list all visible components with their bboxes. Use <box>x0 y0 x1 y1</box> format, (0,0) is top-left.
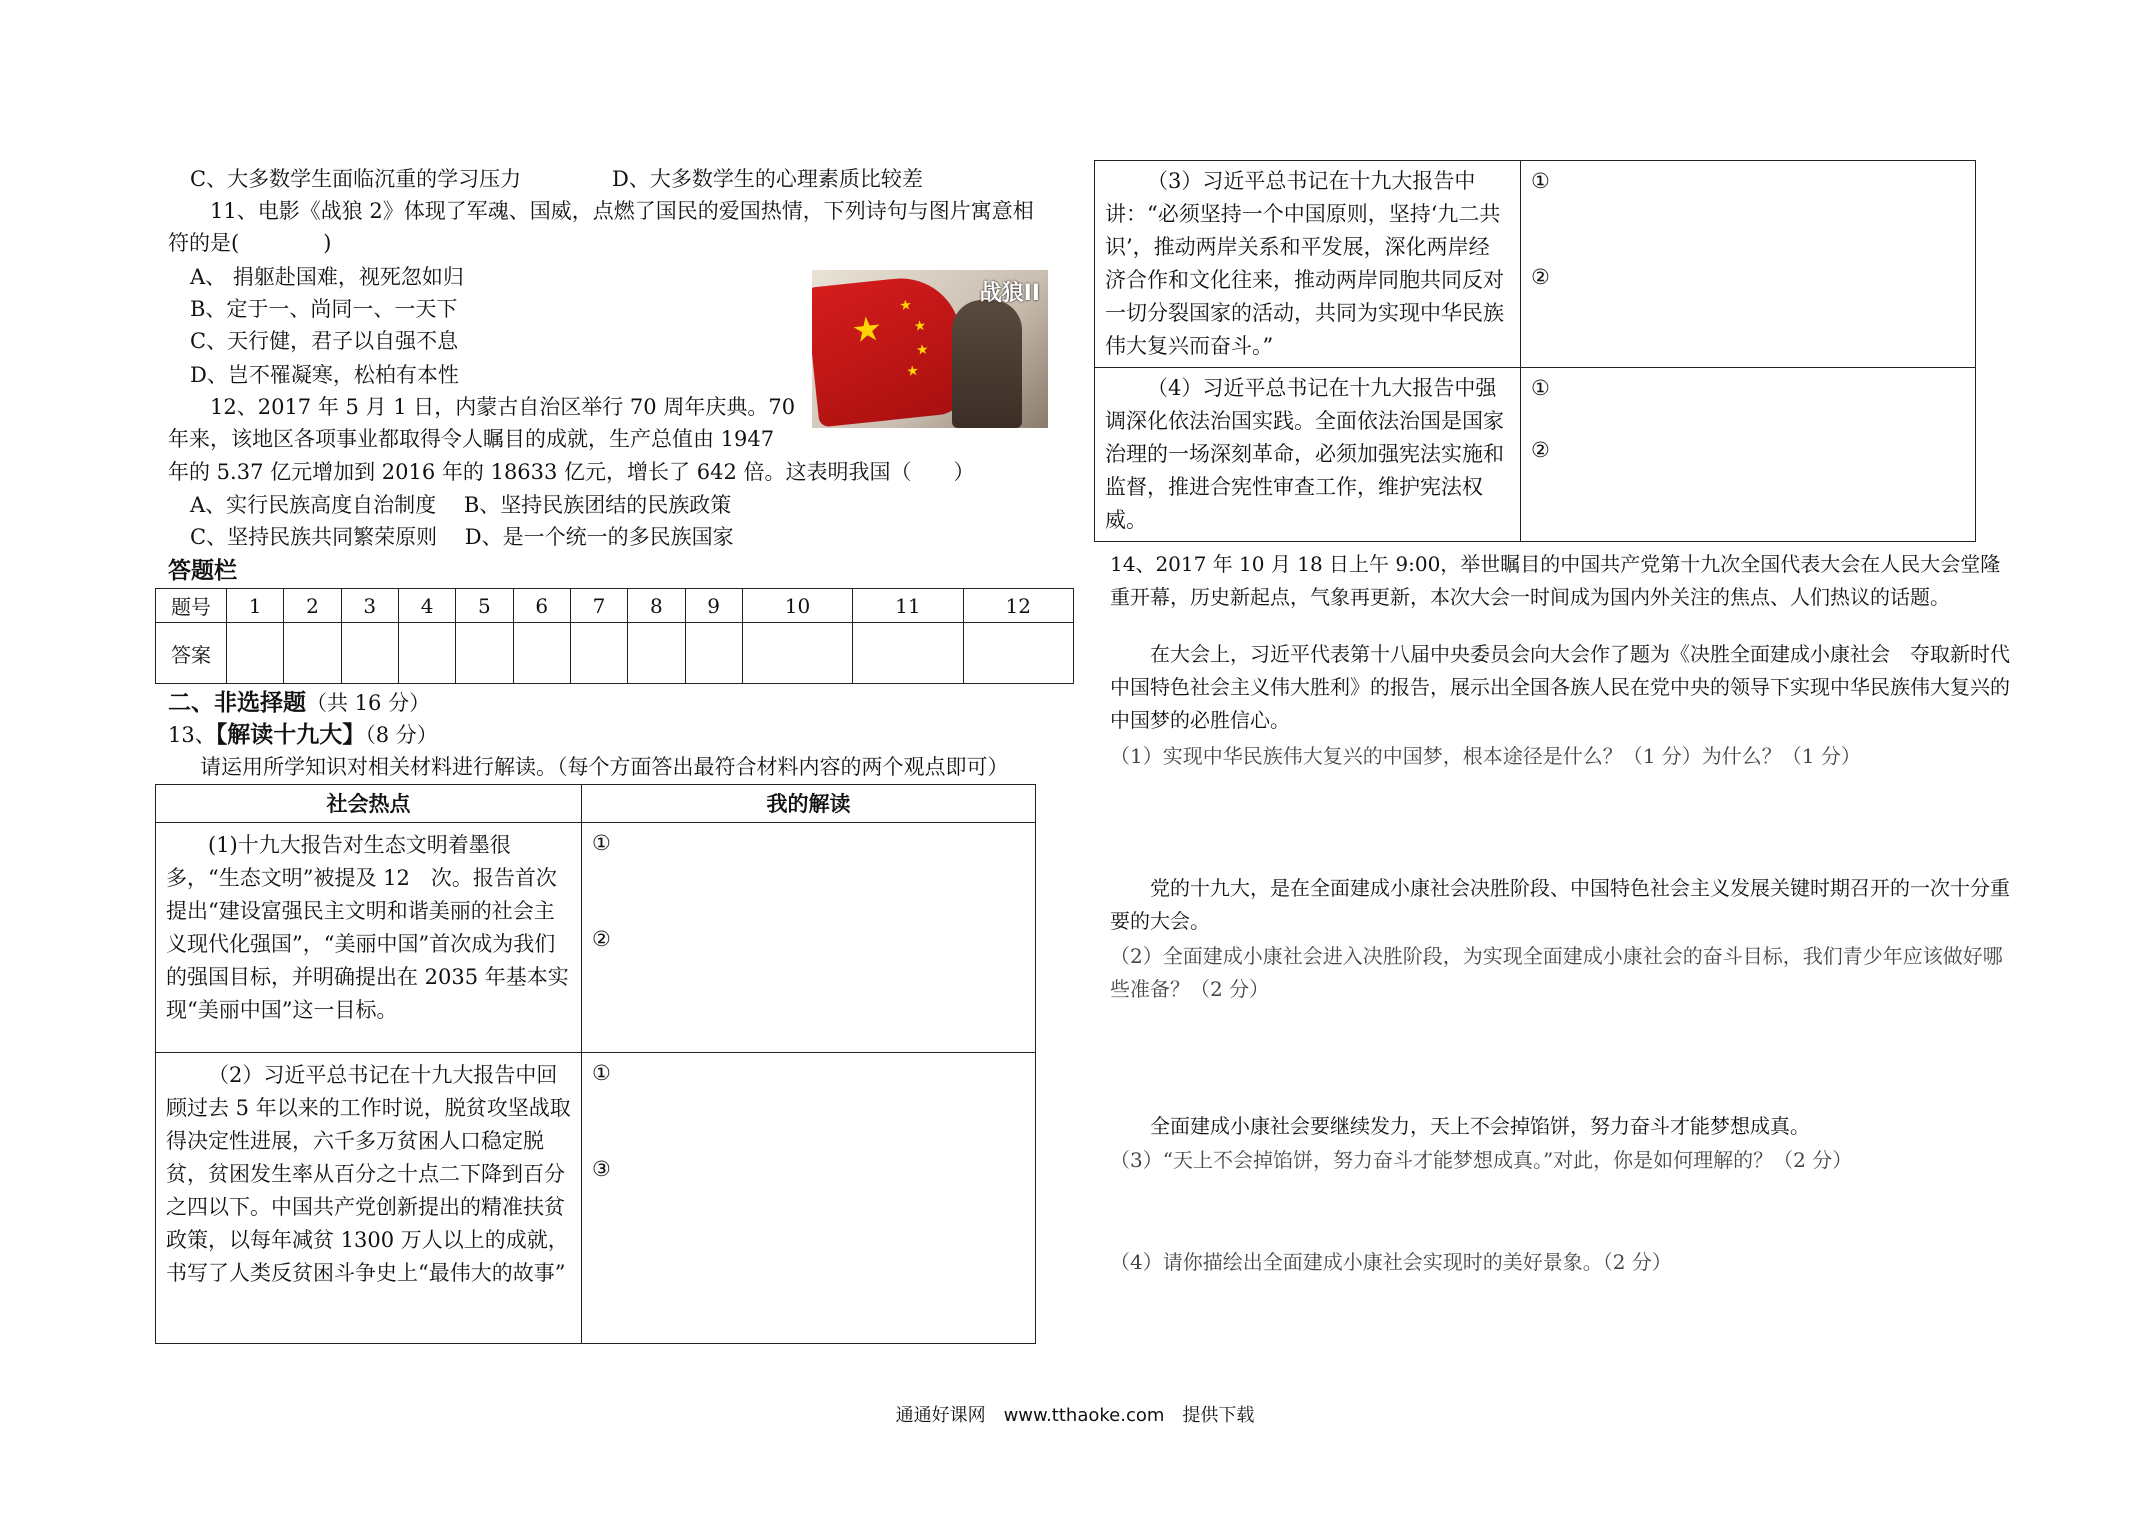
circled-number: ③ <box>592 1157 611 1181</box>
grid-answer-cell[interactable] <box>685 623 742 684</box>
q13-answer-3[interactable] <box>1521 161 1976 368</box>
grid-answer-cell[interactable] <box>628 623 685 684</box>
grid-answer-cell[interactable] <box>398 623 455 684</box>
q12-options-cd: C、坚持民族共同繁荣原则 D、是一个统一的多民族国家 <box>190 525 734 549</box>
circled-number: ② <box>1531 438 1550 462</box>
q14-question-3: （3）“天上不会掉馅饼，努力奋斗才能梦想成真。”对此，你是如何理解的？（2 分） <box>1110 1148 1853 1172</box>
q13-instruction: 请运用所学知识对相关材料进行解读。（每个方面答出最符合材料内容的两个观点即可） <box>200 755 1009 779</box>
circled-number: ② <box>592 927 611 951</box>
circled-number: ① <box>1531 376 1550 400</box>
star-icon: ★ <box>915 341 930 359</box>
q13-answer-2[interactable] <box>582 1053 1036 1344</box>
page-footer: 通通好课网 www.tthaoke.com 提供下载 <box>895 1405 1255 1426</box>
q13-material-3: （3）习近平总书记在十九大报告中讲：“必须坚持一个中国原则，坚持‘九二共识’，推动两岸关系和平发展，深化两岸经济合作和文化往来，推动两岸同胞共同反对一切分裂国家的活动，共同为实现中华民族伟大复兴而奋斗。” <box>1095 161 1521 368</box>
q14-question-2: （2）全面建成小康社会进入决胜阶段，为实现全面建成小康社会的奋斗目标，我们青少年应该做好哪些准备？（2 分） <box>1110 944 2003 1001</box>
person-silhouette <box>952 300 1022 428</box>
grid-number: 1 <box>227 589 284 623</box>
star-icon: ★ <box>905 362 920 381</box>
grid-answer-cell[interactable] <box>963 623 1073 684</box>
q11-stem-line1: 11、电影《战狼 2》体现了军魂、国威，点燃了国民的爱国热情，下列诗句与图片寓意相 <box>210 199 1034 223</box>
q10-option-c: C、大多数学生面临沉重的学习压力 <box>190 167 522 191</box>
q13-material-1: (1)十九大报告对生态文明着墨很多，“生态文明”被提及 12 次。报告首次提出“建设富强民主文明和谐美丽的社会主义现代化强国”，“美丽中国”首次成为我们的强国目标，并明确提出在 2035 年基本实现“美丽中国”这一目标。 <box>156 823 582 1053</box>
section2-heading <box>168 688 430 718</box>
section2-title: 二、非选择题 <box>168 689 306 716</box>
grid-answer-cell[interactable] <box>341 623 398 684</box>
answer-section-title: 答题栏 <box>168 557 237 584</box>
grid-number: 5 <box>456 589 513 623</box>
q13-number: 13、 <box>168 723 216 747</box>
q13-score: （8 分） <box>365 723 438 747</box>
circled-number: ① <box>1531 169 1550 193</box>
movie-poster-image <box>812 270 1048 428</box>
grid-number: 2 <box>284 589 341 623</box>
q14-question-4: （4）请你描绘出全面建成小康社会实现时的美好景象。（2 分） <box>1110 1250 1672 1274</box>
grid-label-answer: 答案 <box>156 623 227 684</box>
grid-number: 10 <box>742 589 852 623</box>
q14-question-1: （1）实现中华民族伟大复兴的中国梦，根本途径是什么？（1 分）为什么？（1 分） <box>1110 744 1861 768</box>
q10-option-d: D、大多数学生的心理素质比较差 <box>612 167 923 191</box>
q14-context-3: 全面建成小康社会要继续发力，天上不会掉馅饼，努力奋斗才能梦想成真。 <box>1150 1114 1810 1138</box>
grid-answer-cell[interactable] <box>570 623 627 684</box>
grid-answer-cell[interactable] <box>742 623 852 684</box>
star-icon: ★ <box>912 317 928 336</box>
grid-number: 12 <box>963 589 1073 623</box>
circled-number: ① <box>592 831 611 855</box>
poster-title: 战狼II <box>979 281 1040 306</box>
circled-number: ② <box>1531 265 1550 289</box>
grid-answer-cell[interactable] <box>456 623 513 684</box>
q11-option-a: A、 捐躯赴国难，视死忽如归 <box>190 265 464 289</box>
q11-stem-line2: 符的是( ) <box>168 231 332 255</box>
grid-number: 8 <box>628 589 685 623</box>
grid-answer-cell[interactable] <box>284 623 341 684</box>
grid-answer-cell[interactable] <box>853 623 963 684</box>
grid-number: 7 <box>570 589 627 623</box>
q13-material-4: （4）习近平总书记在十九大报告中强调深化依法治国实践。全面依法治国是国家治理的一场深刻革命，必须加强宪法实施和监督，推进合宪性审查工作，维护宪法权威。 <box>1095 368 1521 542</box>
q12-options-ab: A、实行民族高度自治制度 B、坚持民族团结的民族政策 <box>190 493 732 517</box>
q12-stem-line2: 年来，该地区各项事业都取得令人瞩目的成就，生产总值由 1947 <box>168 427 775 451</box>
flag-graphic <box>812 273 969 428</box>
q13-title: 【解读十九大】 <box>215 721 366 748</box>
grid-number: 11 <box>853 589 963 623</box>
header-social-hotspot: 社会热点 <box>156 785 582 823</box>
circled-number: ① <box>592 1061 611 1085</box>
star-icon: ★ <box>898 297 913 315</box>
section2-score: （共 16 分） <box>306 691 431 715</box>
q11-option-c: C、天行健，君子以自强不息 <box>190 329 459 353</box>
q13-table <box>155 784 1036 1344</box>
q11-option-b: B、定于一、尚同一、一天下 <box>190 297 458 321</box>
grid-number: 6 <box>513 589 570 623</box>
grid-number: 4 <box>398 589 455 623</box>
q13-answer-4[interactable] <box>1521 368 1976 542</box>
q13-table-continued <box>1094 160 1976 542</box>
q13-heading <box>168 720 438 750</box>
answer-grid <box>155 588 1074 684</box>
grid-label-number: 题号 <box>156 589 227 623</box>
q14-intro: 14、2017 年 10 月 18 日上午 9:00，举世瞩目的中国共产党第十九次全国代表大会在人民大会堂隆重开幕，历史新起点，气象再更新，本次大会一时间成为国内外关注的焦点、人们热议的话题。 <box>1110 552 2001 609</box>
grid-number: 3 <box>341 589 398 623</box>
grid-answer-cell[interactable] <box>227 623 284 684</box>
grid-number: 9 <box>685 589 742 623</box>
q11-option-d: D、岂不罹凝寒，松柏有本性 <box>190 363 459 387</box>
grid-answer-cell[interactable] <box>513 623 570 684</box>
q14-context-2: 党的十九大，是在全面建成小康社会决胜阶段、中国特色社会主义发展关键时期召开的一次十分重要的大会。 <box>1110 876 2010 933</box>
q12-stem-line3: 年的 5.37 亿元增加到 2016 年的 18633 亿元，增长了 642 倍。这表明我国（ ） <box>168 460 975 484</box>
q13-answer-1[interactable] <box>582 823 1036 1053</box>
q13-material-2: （2）习近平总书记在十九大报告中回顾过去 5 年以来的工作时说，脱贫攻坚战取得决定性进展，六千多万贫困人口稳定脱贫，贫困发生率从百分之十点二下降到百分之四以下。中国共产党创新提出的精准扶贫政策，以每年减贫 1300 万人以上的成就，书写了人类反贫困斗争史上“最伟大的故事” <box>156 1053 582 1344</box>
star-icon: ★ <box>849 308 885 352</box>
q12-stem-line1: 12、2017 年 5 月 1 日，内蒙古自治区举行 70 周年庆典。70 <box>210 395 796 419</box>
q14-report: 在大会上，习近平代表第十八届中央委员会向大会作了题为《决胜全面建成小康社会 夺取新时代中国特色社会主义伟大胜利》的报告，展示出全国各族人民在党中央的领导下实现中华民族伟大复兴的中国梦的必胜信心。 <box>1110 642 2010 732</box>
header-my-interpretation: 我的解读 <box>582 785 1036 823</box>
